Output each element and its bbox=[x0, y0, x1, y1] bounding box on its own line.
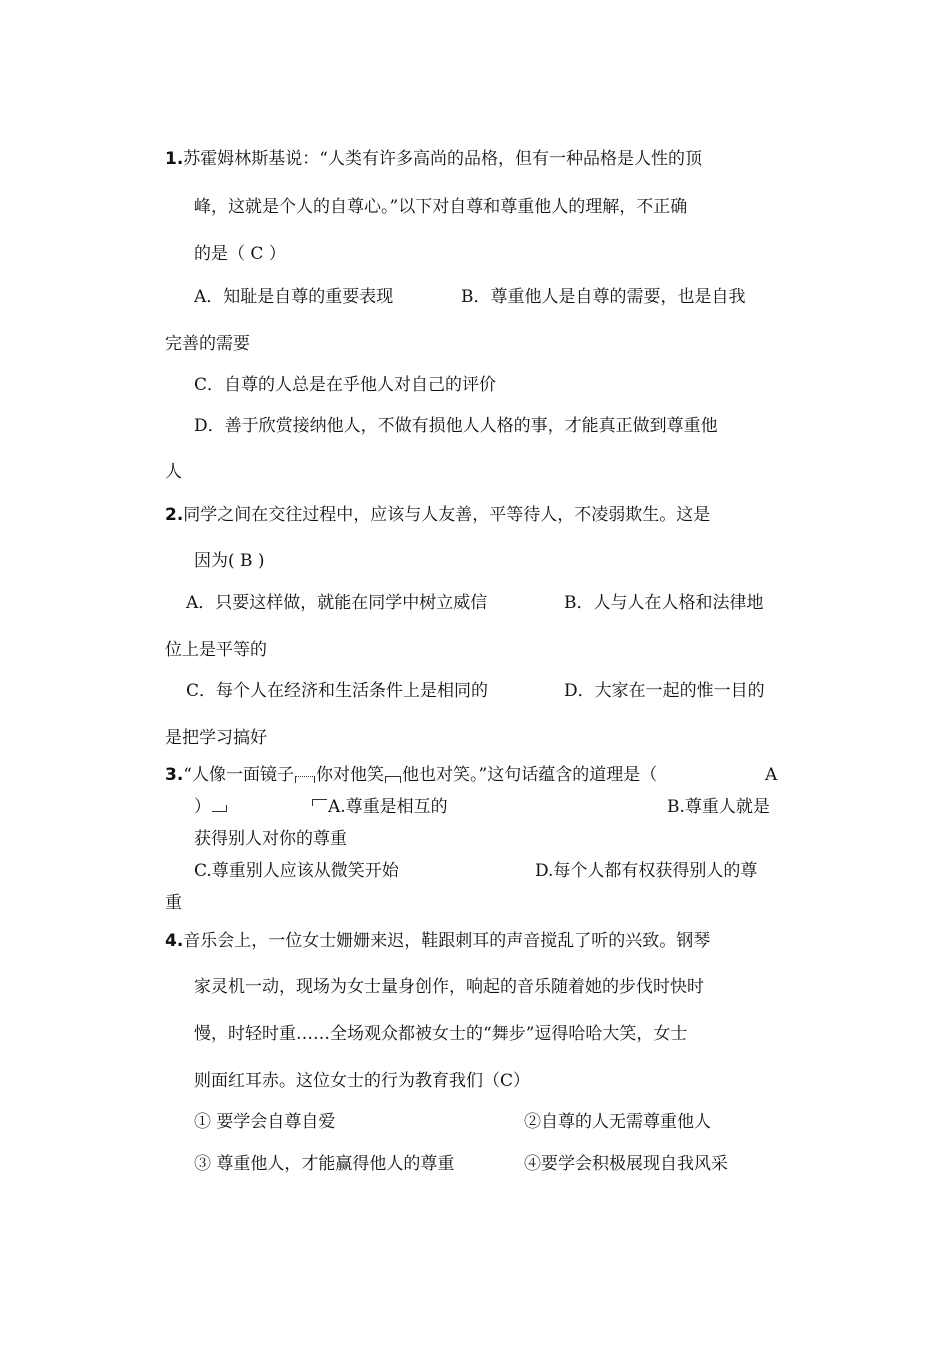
q2-option-a: A．只要这样做，就能在同学中树立威信 bbox=[186, 593, 488, 613]
q2-option-d-cont: 是把学习搞好 bbox=[165, 728, 267, 748]
scan-mark bbox=[212, 805, 227, 812]
q2-option-b: B．人与人在人格和法律地 bbox=[564, 593, 764, 613]
q1-stem-line-1: 1.苏霍姆林斯基说：“人类有许多高尚的品格，但有一种品格是人性的顶 bbox=[165, 149, 702, 169]
scan-mark bbox=[312, 799, 327, 806]
q4-option-1: ① 要学会自尊自爱 bbox=[194, 1112, 336, 1132]
q3-option-b: B.尊重人就是 bbox=[667, 797, 770, 817]
q4-option-4: ④要学会积极展现自我风采 bbox=[524, 1154, 728, 1174]
scan-mark bbox=[385, 776, 401, 783]
q2-stem-line-1: 2.同学之间在交往过程中，应该与人友善，平等待人，不凌弱欺生。这是 bbox=[165, 505, 711, 525]
q1-option-c: C．自尊的人总是在乎他人对自己的评价 bbox=[194, 375, 497, 395]
q1-stem-line-2: 峰，这就是个人的自尊心。”以下对自尊和尊重他人的理解，不正确 bbox=[194, 197, 688, 217]
q4-stem-line-2: 家灵机一动，现场为女士量身创作，响起的音乐随着她的步伐时快时 bbox=[194, 977, 704, 997]
q4-option-2: ②自尊的人无需尊重他人 bbox=[524, 1112, 711, 1132]
q1-option-b: B．尊重他人是自尊的需要，也是自我 bbox=[461, 287, 746, 307]
q3-option-d: D.每个人都有权获得别人的尊 bbox=[535, 861, 758, 881]
q4-option-3: ③ 尊重他人，才能赢得他人的尊重 bbox=[194, 1154, 455, 1174]
q4-stem-line-3: 慢，时轻时重……全场观众都被女士的“舞步”逗得哈哈大笑，女士 bbox=[194, 1024, 688, 1044]
q2-number: 2. bbox=[165, 505, 184, 525]
q1-option-d-cont: 人 bbox=[165, 462, 182, 482]
q4-number: 4. bbox=[165, 931, 184, 951]
q2-stem-line-2: 因为( B ) bbox=[194, 551, 265, 571]
q3-option-d-cont: 重 bbox=[165, 893, 182, 913]
scan-mark bbox=[295, 776, 315, 783]
q1-option-a: A．知耻是自尊的重要表现 bbox=[194, 287, 394, 307]
q3-option-a: A.尊重是相互的 bbox=[311, 796, 448, 818]
q3-option-c: C.尊重别人应该从微笑开始 bbox=[194, 861, 399, 881]
q2-option-b-cont: 位上是平等的 bbox=[165, 640, 267, 660]
q1-stem-line-3: 的是（ C ） bbox=[194, 244, 286, 264]
q3-stem-line-2: ） bbox=[194, 796, 228, 818]
q3-stem-line-1: 3.“人像一面镜子 你对他笑 他也对笑。”这句话蕴含的道理是（ bbox=[165, 765, 658, 785]
q2-option-c: C．每个人在经济和生活条件上是相同的 bbox=[186, 681, 489, 701]
q4-stem-line-4: 则面红耳赤。这位女士的行为教育我们（C） bbox=[194, 1071, 531, 1091]
q1-option-d: D．善于欣赏接纳他人，不做有损他人人格的事，才能真正做到尊重他 bbox=[194, 416, 718, 436]
q3-number: 3. bbox=[165, 765, 184, 785]
q3-answer: A bbox=[765, 765, 778, 785]
q1-number: 1. bbox=[165, 149, 184, 169]
q4-stem-line-1: 4.音乐会上，一位女士姗姗来迟，鞋跟刺耳的声音搅乱了听的兴致。钢琴 bbox=[165, 931, 711, 951]
q1-option-b-cont: 完善的需要 bbox=[165, 334, 250, 354]
q3-option-b-cont: 获得别人对你的尊重 bbox=[194, 829, 347, 849]
q2-option-d: D．大家在一起的惟一目的 bbox=[564, 681, 765, 701]
